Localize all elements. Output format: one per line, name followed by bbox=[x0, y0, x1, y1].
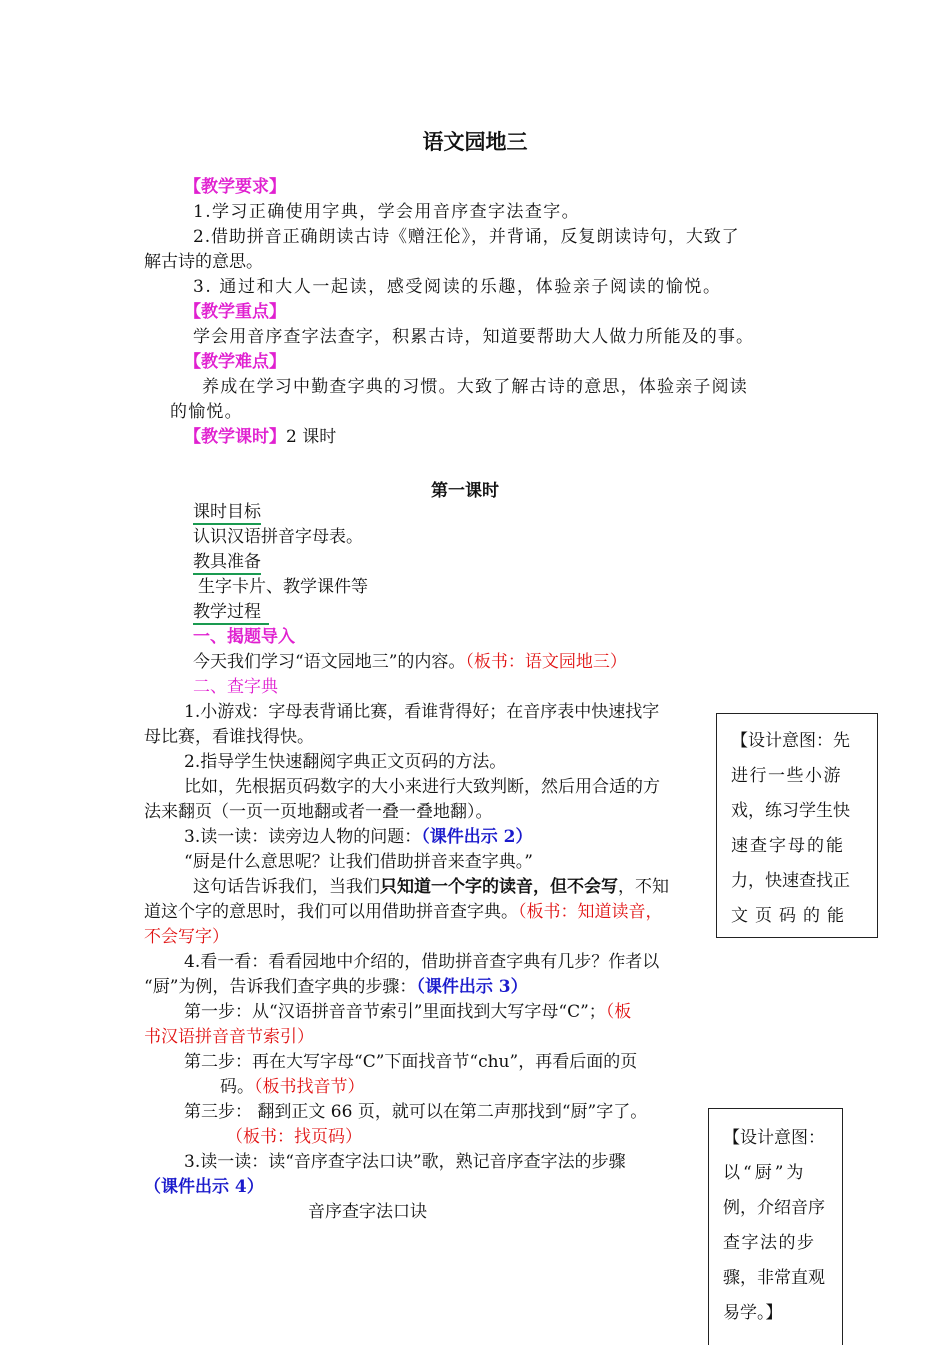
step-3-board: （板书：找页码） bbox=[226, 1127, 362, 1147]
hours-value: 2 课时 bbox=[286, 427, 337, 447]
box-2-line: 例，介绍音序 bbox=[723, 1198, 825, 1218]
box-1-line: 文页码的能 bbox=[731, 906, 851, 926]
box-2-line: 【设计意图： bbox=[723, 1128, 825, 1148]
tools-text: 生字卡片、教学课件等 bbox=[198, 577, 368, 597]
box-1-line: 【设计意图：先 bbox=[731, 731, 850, 751]
design-intent-box-2 bbox=[708, 1108, 843, 1345]
hours-heading: 【教学课时】 bbox=[184, 427, 286, 447]
section-1-text: 今天我们学习“语文园地三”的内容。（板书：语文园地三） bbox=[193, 652, 627, 672]
step-2: 第二步：再在大写字母“C”下面找音节“chu”，再看后面的页 bbox=[184, 1052, 638, 1072]
tools-label: 教具准备 bbox=[193, 551, 261, 573]
process-label: 教学过程 bbox=[193, 601, 269, 623]
courseware-ref-3: （课件出示 3） bbox=[416, 977, 528, 997]
requirements-item-2: 2.借助拼音正确朗读古诗《赠汪伦》，并背诵，反复朗读诗句，大致了 bbox=[193, 227, 740, 247]
box-1-line: 进行一些小游 bbox=[731, 766, 842, 786]
para-2: 2.指导学生快速翻阅字典正文页码的方法。 bbox=[184, 752, 507, 772]
requirements-item-1: 1.学习正确使用字典，学会用音序查字法查字。 bbox=[193, 202, 581, 222]
step-2-cont: 码。（板书找音节） bbox=[220, 1077, 365, 1097]
courseware-ref-2: （课件出示 2） bbox=[421, 827, 533, 847]
lesson-title: 第一课时 bbox=[431, 481, 499, 501]
para-7-cont: “厨”为例，告诉我们查字典的步骤：（课件出示 3） bbox=[144, 977, 528, 997]
box-1-line: 速查字母的能 bbox=[731, 836, 845, 856]
step-3: 第三步： 翻到正文 66 页，就可以在第二声那找到“厨”字了。 bbox=[184, 1102, 648, 1122]
difficulties-heading: 【教学难点】 bbox=[184, 352, 286, 372]
step-1-board: 书汉语拼音音节索引） bbox=[144, 1027, 314, 1047]
box-2-line: 易学。】 bbox=[723, 1303, 783, 1323]
section-2-title: 二、查字典 bbox=[193, 677, 278, 697]
para-7: 4.看一看：看看园地中介绍的，借助拼音查字典有几步？作者以 bbox=[184, 952, 660, 972]
objective-label: 课时目标 bbox=[193, 501, 261, 523]
hours-line bbox=[184, 426, 336, 448]
courseware-ref-4: （课件出示 4） bbox=[144, 1177, 264, 1197]
section-1-board: （板书：语文园地三） bbox=[465, 652, 627, 672]
difficulties-text-cont: 的愉悦。 bbox=[170, 402, 243, 422]
requirements-heading: 【教学要求】 bbox=[184, 177, 286, 197]
para-6-cont: 道这个字的意思时，我们可以用借助拼音查字典。（板书：知道读音， bbox=[144, 902, 663, 922]
requirements-item-3: 3. 通过和大人一起读，感受阅读的乐趣，体验亲子阅读的愉悦。 bbox=[193, 277, 722, 297]
para-3-cont: 法来翻页（一页一页地翻或者一叠一叠地翻）。 bbox=[144, 802, 493, 822]
box-2-line: 骤，非常直观 bbox=[723, 1268, 825, 1288]
para-1-cont: 母比赛，看谁找得快。 bbox=[144, 727, 314, 747]
para-6-board-cont: 不会写字） bbox=[144, 927, 229, 947]
para-5: “厨是什么意思呢？让我们借助拼音来查字典。” bbox=[184, 852, 533, 872]
section-1-title: 一、揭题导入 bbox=[193, 627, 295, 647]
design-intent-box-1 bbox=[716, 713, 878, 938]
objective-text: 认识汉语拼音字母表。 bbox=[193, 527, 363, 547]
document-title: 语文园地三 bbox=[422, 129, 528, 154]
box-1-line: 力，快速查找正 bbox=[731, 871, 850, 891]
step-1: 第一步：从“汉语拼音音节索引”里面找到大写字母“C”；（板 bbox=[184, 1002, 632, 1022]
para-8: 3.读一读：读“音序查字法口诀”歌，熟记音序查字法的步骤 bbox=[184, 1152, 626, 1172]
para-6: 这句话告诉我们，当我们只知道一个字的读音，但不会写，不知 bbox=[193, 877, 669, 897]
key-points-heading: 【教学重点】 bbox=[184, 302, 286, 322]
difficulties-text: 养成在学习中勤查字典的习惯。大致了解古诗的意思，体验亲子阅读 bbox=[202, 377, 748, 397]
box-2-line: 以“厨”为 bbox=[723, 1163, 807, 1183]
box-2-line: 查字法的步 bbox=[723, 1233, 816, 1253]
mnemonic-title: 音序查字法口诀 bbox=[308, 1202, 427, 1222]
para-4: 3.读一读：读旁边人物的问题：（课件出示 2） bbox=[184, 827, 533, 847]
para-3: 比如，先根据页码数字的大小来进行大致判断，然后用合适的方 bbox=[184, 777, 660, 797]
box-1-line: 戏，练习学生快 bbox=[731, 801, 850, 821]
requirements-item-2-cont: 解古诗的意思。 bbox=[144, 252, 263, 272]
key-points-text: 学会用音序查字法查字，积累古诗，知道要帮助大人做力所能及的事。 bbox=[193, 327, 755, 347]
para-1: 1.小游戏：字母表背诵比赛，看谁背得好；在音序表中快速找字 bbox=[184, 702, 660, 722]
